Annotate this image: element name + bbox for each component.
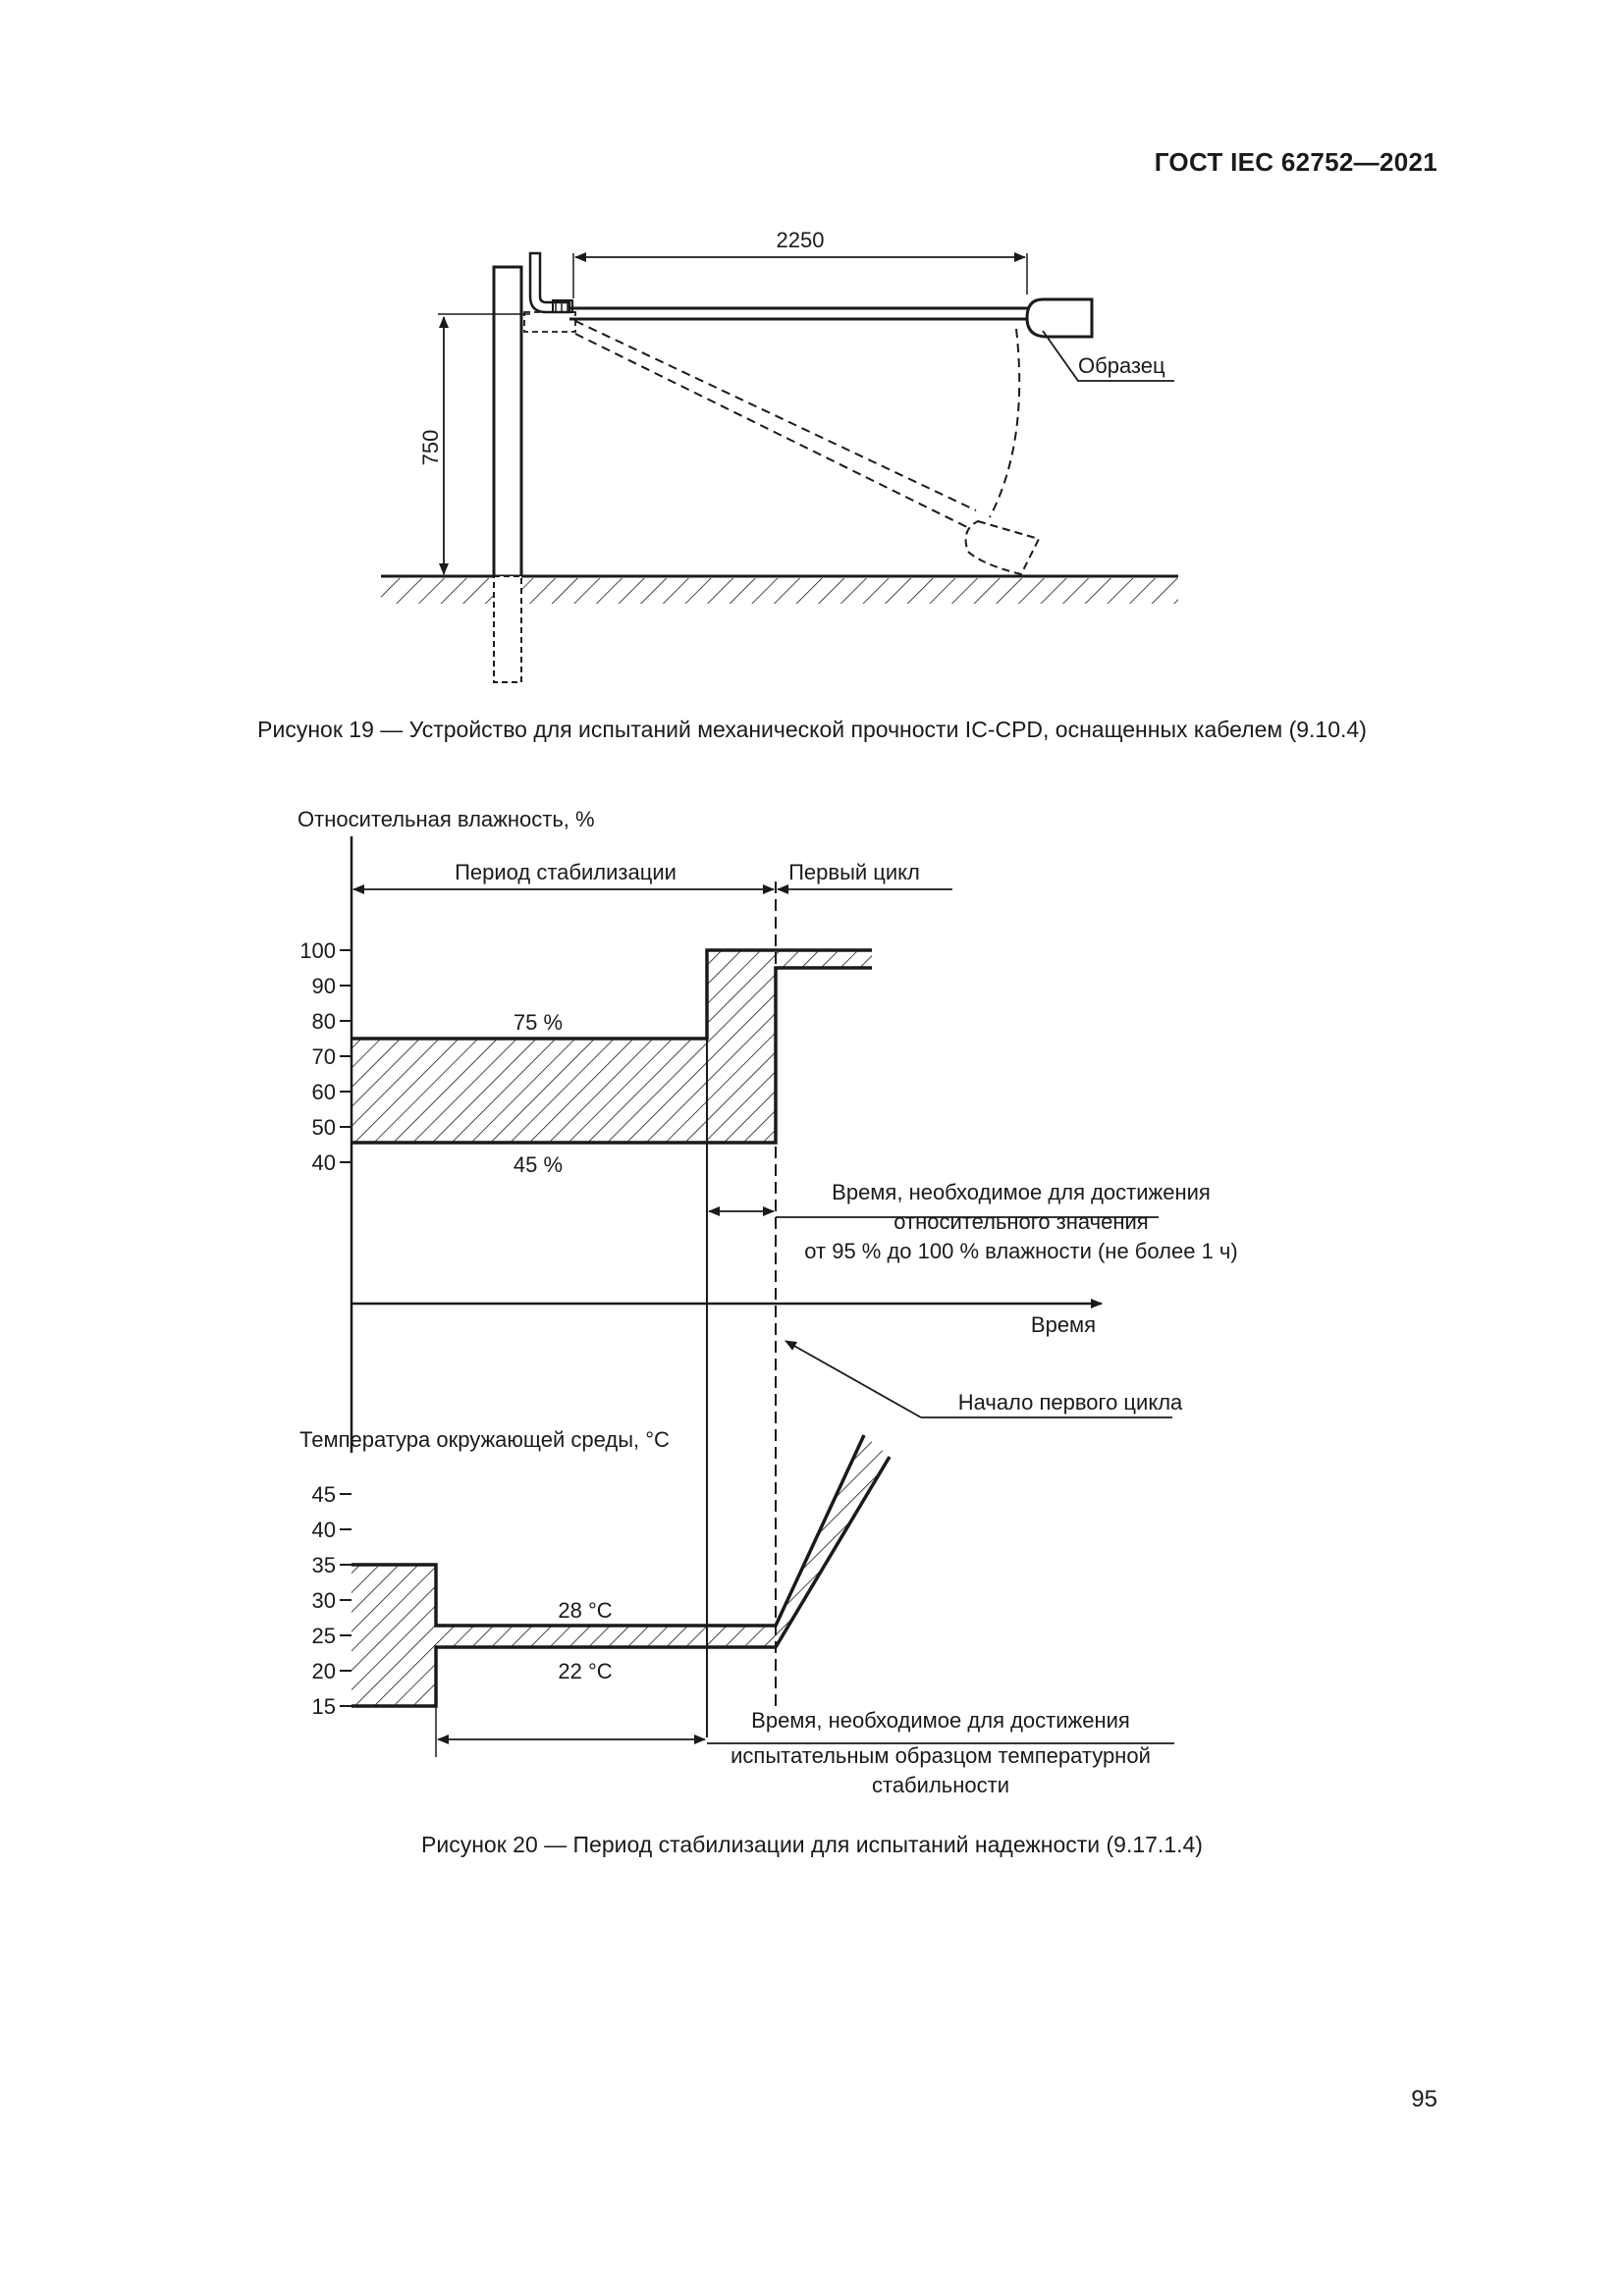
specimen-label: Образец (1078, 353, 1165, 378)
humidity-note-line1: Время, необходимое для достижения (832, 1180, 1211, 1204)
lower-humidity-label: 45 % (513, 1152, 564, 1177)
temperature-tick: 20 (311, 1659, 336, 1683)
humidity-tick: 80 (311, 1009, 336, 1034)
figure-20-caption: Рисунок 20 — Период стабилизации для испытаний надежности (9.17.1.4) (421, 1832, 1203, 1857)
specimen (1027, 299, 1092, 337)
humidity-tick: 60 (311, 1080, 336, 1104)
clamp-dashed (524, 312, 575, 332)
temperature-tick: 25 (311, 1624, 336, 1648)
temperature-tick: 40 (311, 1518, 336, 1542)
dim-2250-label: 2250 (776, 228, 825, 252)
temperature-note-line1: Время, необходимое для достижения (751, 1708, 1130, 1733)
document-header: ГОСТ IEC 62752—2021 (1154, 147, 1437, 177)
humidity-note-line3: от 95 % до 100 % влажности (не более 1 ч) (804, 1239, 1238, 1263)
humidity-ramp (707, 950, 776, 1143)
humidity-tick: 50 (311, 1115, 336, 1140)
first-cycle-start-label: Начало первого цикла (957, 1390, 1183, 1415)
post-foundation (494, 576, 521, 682)
humidity-axis-title: Относительная влажность, % (298, 807, 595, 831)
specimen-swung (966, 521, 1039, 574)
humidity-tick: 100 (299, 938, 336, 963)
temperature-tick: 15 (311, 1694, 336, 1719)
humidity-band (352, 1039, 707, 1143)
figure-19-caption: Рисунок 19 — Устройство для испытаний механической прочности IC-CPD, оснащенных кабелем (9.10.4) (257, 717, 1367, 742)
time-axis-label: Время (1030, 1312, 1097, 1337)
humidity-tick: 90 (311, 974, 336, 998)
temperature-note-line3: стабильности (871, 1773, 1010, 1797)
figure-20-humidity-chart (340, 836, 1172, 1737)
upper-humidity-label: 75 % (513, 1010, 564, 1035)
temperature-note-line2: испытательным образцом температурной (731, 1743, 1151, 1768)
humidity-note-line2: относительного значения (893, 1209, 1149, 1234)
temperature-band (436, 1626, 776, 1647)
stabilization-period-label: Период стабилизации (455, 860, 677, 884)
temperature-tick: 45 (311, 1482, 336, 1507)
first-cycle-label: Первый цикл (788, 860, 920, 884)
upper-temperature-label: 28 °C (558, 1598, 613, 1623)
page-number: 95 (1411, 2086, 1437, 2112)
dim-750-label: 750 (418, 429, 443, 466)
mounting-bracket (530, 253, 569, 312)
lower-temperature-label: 22 °C (558, 1659, 613, 1683)
figure-19-apparatus (381, 253, 1178, 682)
swing-arc (990, 329, 1019, 517)
humidity-tick: 40 (311, 1150, 336, 1175)
temperature-axis-title: Температура окружающей среды, °C (299, 1427, 670, 1452)
temperature-initial-band (352, 1565, 436, 1706)
humidity-tick: 70 (311, 1044, 336, 1069)
temperature-tick: 30 (311, 1588, 336, 1613)
humidity-cycle-band (776, 950, 872, 968)
temperature-tick: 35 (311, 1553, 336, 1577)
